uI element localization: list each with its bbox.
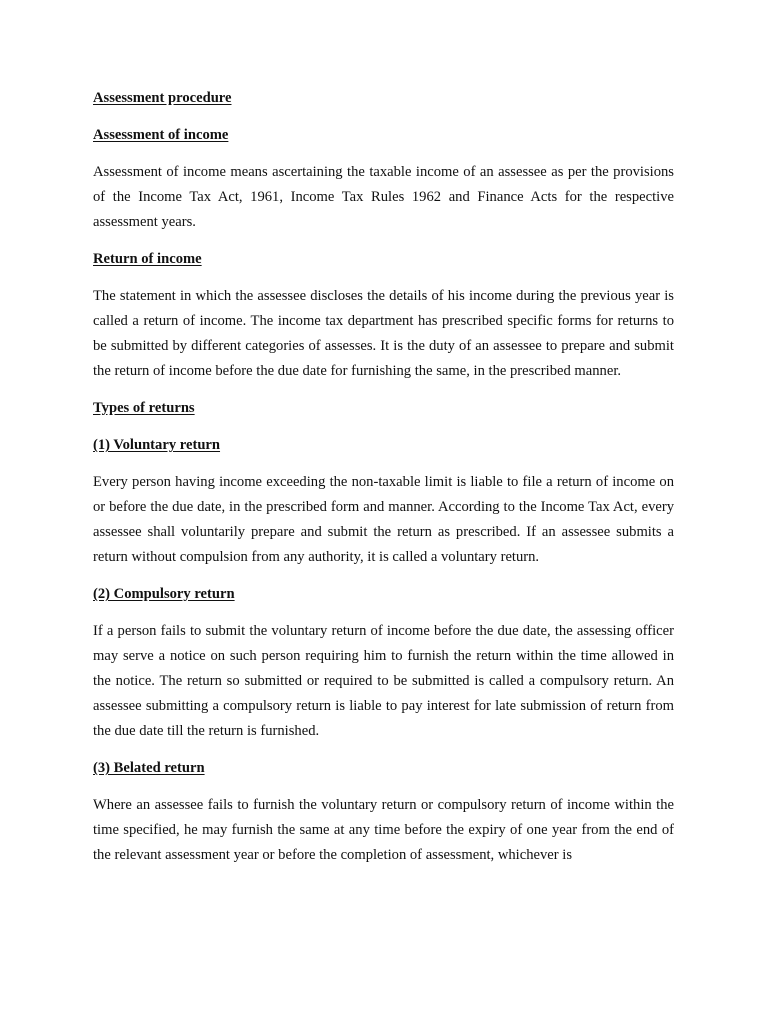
paragraph-belated-return: Where an assessee fails to furnish the voluntary return or compulsory return of income within the time specified, he may furnish the same at any time before the expiry of one year from the end of the relevant assessment year or before the completion of assessment, whichever is (93, 797, 674, 863)
heading-assessment-procedure: Assessment procedure (93, 90, 232, 106)
heading-voluntary-return: (1) Voluntary return (93, 437, 221, 453)
document-page (93, 86, 674, 880)
heading-return-of-income: Return of income (93, 251, 202, 267)
paragraph-voluntary-return: Every person having income exceeding the non-taxable limit is liable to file a return of income on or before the due date, in the prescribed form and manner. According to the Income Tax Act, every assessee shall voluntarily prepare and submit the return as prescribed. If an assessee submits a return without compulsion from any authority, it is called a voluntary return. (93, 474, 674, 565)
paragraph-assessment-of-income: Assessment of income means ascertaining the taxable income of an assessee as per the provisions of the Income Tax Act, 1961, Income Tax Rules 1962 and Finance Acts for the respective assessment years. (93, 164, 674, 230)
heading-belated-return: (3) Belated return (93, 760, 205, 776)
heading-types-of-returns: Types of returns (93, 400, 195, 416)
heading-compulsory-return: (2) Compulsory return (93, 586, 235, 602)
paragraph-return-of-income: The statement in which the assessee discloses the details of his income during the previous year is called a return of income. The income tax department has prescribed specific forms for returns to be submitted by different categories of assesses. It is the duty of an assessee to prepare and submit the return of income before the due date for furnishing the same, in the prescribed manner. (93, 288, 674, 379)
paragraph-compulsory-return: If a person fails to submit the voluntary return of income before the due date, the assessing officer may serve a notice on such person requiring him to furnish the return within the time allowed in the notice. The return so submitted or required to be submitted is called a compulsory return. An assessee submitting a compulsory return is liable to pay interest for late submission of return from the due date till the return is furnished. (93, 623, 674, 739)
heading-assessment-of-income: Assessment of income (93, 127, 229, 143)
